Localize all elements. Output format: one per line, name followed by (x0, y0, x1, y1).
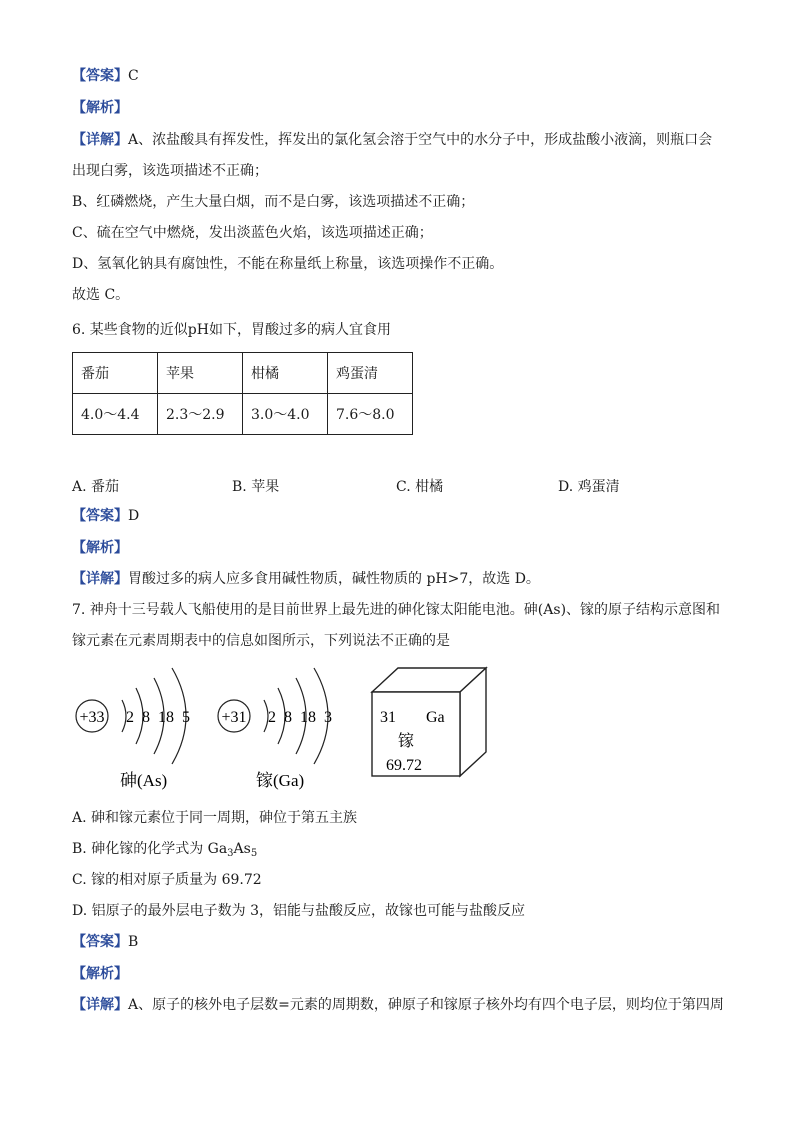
q7-analysis-tag: 【解析】 (72, 966, 128, 982)
table-row (73, 394, 413, 435)
as-shell-electrons: 2 (126, 709, 134, 726)
ga-nucleus-charge: +31 (221, 709, 247, 726)
element-card (368, 664, 492, 780)
answer-tag: 【答案】 (72, 508, 128, 524)
table-cell: 2.3～2.9 (158, 394, 243, 435)
ga-label: 镓(Ga) (256, 771, 305, 790)
atomic-number: 31 (380, 709, 396, 726)
table-header-cell: 苹果 (158, 353, 243, 394)
as-shell-electrons: 18 (158, 709, 174, 726)
detail-text: A、浓盐酸具有挥发性，挥发出的氯化氢会溶于空气中的水分子中，形成盐酸小液滴，则瓶口会 (128, 132, 713, 148)
table-header-cell: 柑橘 (243, 353, 328, 394)
q5-answer-line (72, 66, 139, 86)
q6-option-a: A. 番茄 (72, 479, 120, 495)
atomic-mass: 69.72 (386, 757, 422, 774)
answer-tag: 【答案】 (72, 68, 128, 84)
answer-value: B (128, 934, 139, 950)
element-name: 镓 (397, 733, 415, 750)
subscript: 5 (250, 848, 258, 859)
table-header-cell: 番茄 (73, 353, 158, 394)
q6-answer-line (72, 506, 139, 526)
q5-detail-line2: 出现白雾，该选项描述不正确； (72, 163, 268, 179)
q6-analysis-tag: 【解析】 (72, 540, 128, 556)
answer-value: C (128, 68, 139, 84)
option-b-text: B. 砷化镓的化学式为 Ga (72, 841, 228, 857)
table-cell: 3.0～4.0 (243, 394, 328, 435)
q6-detail (72, 569, 540, 589)
q5-line-b: B、红磷燃烧，产生大量白烟，而不是白雾，该选项描述不正确； (72, 194, 475, 210)
element-symbol: Ga (426, 709, 445, 726)
q7-answer-line (72, 932, 138, 952)
answer-value: D (128, 508, 140, 524)
answer-tag: 【答案】 (72, 934, 128, 950)
detail-tag: 【详解】 (72, 571, 128, 587)
as-nucleus-charge: +33 (79, 709, 105, 726)
q6-option-c: C. 柑橘 (396, 479, 444, 495)
q6-question: 6. 某些食物的近似pH如下，胃酸过多的病人宜食用 (72, 322, 391, 338)
q7-option-b (72, 839, 257, 864)
ga-shell-electrons: 18 (300, 709, 316, 726)
ga-shell-electrons: 2 (268, 709, 276, 726)
option-b-mid: As (233, 841, 251, 857)
table-cell: 4.0～4.4 (73, 394, 158, 435)
q7-option-d: D. 铝原子的最外层电子数为 3，铝能与盐酸反应，故镓也可能与盐酸反应 (72, 903, 525, 919)
table-cell: 7.6～8.0 (328, 394, 413, 435)
q5-line-d: D、氢氧化钠具有腐蚀性，不能在称量纸上称量，该选项操作不正确。 (72, 256, 504, 272)
q7-option-a: A. 砷和镓元素位于同一周期，砷位于第五主族 (72, 810, 358, 826)
q5-analysis-tag: 【解析】 (72, 100, 128, 116)
ph-table (72, 352, 413, 435)
ga-shell-electrons: 3 (324, 709, 332, 726)
q6-option-d: D. 鸡蛋清 (558, 479, 620, 495)
q5-detail-line1 (72, 130, 712, 150)
q7-option-c: C. 镓的相对原子质量为 69.72 (72, 872, 262, 888)
q5-conclusion: 故选 C。 (72, 287, 130, 303)
subscript: 3 (227, 848, 234, 859)
detail-tag: 【详解】 (72, 132, 128, 148)
q5-line-c: C、硫在空气中燃烧，发出淡蓝色火焰，该选项描述正确； (72, 225, 433, 241)
as-atom-diagram (76, 668, 190, 790)
q7-question-line1: 7. 神舟十三号载人飞船使用的是目前世界上最先进的砷化镓太阳能电池。砷(As)、镓的原子结构示意图和 (72, 602, 721, 618)
detail-tag: 【详解】 (72, 997, 128, 1013)
as-shell-electrons: 8 (142, 709, 150, 726)
q6-option-b: B. 苹果 (232, 479, 280, 495)
table-header-row (73, 353, 413, 394)
detail-text: A、原子的核外电子层数=元素的周期数，砷原子和镓原子核外均有四个电子层，则均位于第四周 (128, 997, 724, 1013)
q7-question-line2: 镓元素在元素周期表中的信息如图所示，下列说法不正确的是 (72, 633, 450, 649)
as-label: 砷(As) (120, 771, 168, 790)
ga-atom-diagram (218, 668, 332, 790)
q7-detail (72, 995, 724, 1015)
ga-shell-electrons: 8 (284, 709, 292, 726)
detail-text: 胃酸过多的病人应多食用碱性物质，碱性物质的 pH>7，故选 D。 (128, 571, 540, 587)
as-shell-electrons: 5 (182, 709, 190, 726)
table-header-cell: 鸡蛋清 (328, 353, 413, 394)
